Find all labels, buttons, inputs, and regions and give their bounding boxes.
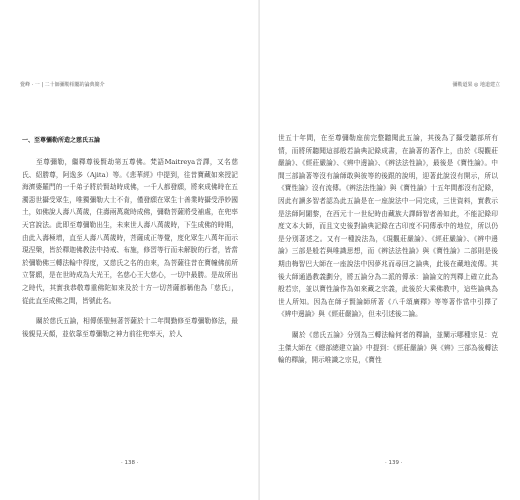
section-heading: 一、至尊彌勒所造之慈氏五論 [22,137,101,144]
left-text-block [22,135,238,348]
right-running-header [452,81,500,88]
left-paragraph-1: 至尊彌勒，繼釋尊後賢劫第五尊佛。梵語Maitreya音譯，又名慈氏、紹勝尊，阿逸多（Ajita）等。《悲華經》中提到，往昔寶藏如來授記海濟婆羅門的一千弟子將於賢劫時成佛，一千人都發願，將來成佛時在五濁惡世攝受眾生，唯獨彌勒大士不肯，僅發願在眾生十善業時攝受淨妙國土，如佛說人壽八萬歲，住壽兩萬歲時成佛，彌勒菩薩將受補處，在兜率天宮說法。此即至尊彌勒出生，未來世人壽八萬歲時，下生成佛的時期，由此入壽極增，直至人壽八萬歲時，菩薩成正等覺，度化眾生八萬年而示現涅槃，皆於釋迦佛教法中持戒、布施，修習等行而未解脫的行者，皆當於彌勒佛三轉法輪中得度，又慈氏之名的由來，為菩薩往昔在寶幢佛前所立誓願，是在世時成為大光王，名慈心王大慈心，一切中最勝。是故所出之時代，其實我恭敬尊重佛陀如來及於十方一切菩薩都稱他為「慈氏」，從此直至成佛之間，皆號此名。 [22,158,238,305]
right-paragraph-2: 關於《慈氏五論》分別為三轉法輪何者的釋論，並闡示哪種宗見：克主傑大師在《總部總建立論》中提到：《經莊嚴論》與《辨》三部為後轉法輪的釋論，開示唯識之宗見，《寶性 [278,330,498,365]
left-paragraph-2: 關於慈氏五論，相傳係聖無著菩薩於十二年間勤修至尊彌勒修法，最後親見天顏，並依靠至尊彌勒之神力前往兜率天，於人 [22,317,238,338]
right-page [260,0,520,500]
left-running-header [20,81,105,88]
right-header-text: 彌勒道果 ◎ 地道建立 [452,82,500,88]
right-text-block [278,132,498,375]
left-page-number: · 138 · [121,460,139,466]
right-page-number: · 139 · [385,460,403,466]
left-header-text: 覺峰 · 一 | 二十師彌勒相屬的論典簡介 [20,82,105,88]
right-paragraph-1: 世五十年間，在至尊彌勒座前完整聽聞此五論，其後為了攝受聽部所有情，而將所聽聞這部般若論典記錄成書，在論著的著作上，由於《現觀莊嚴論》、《經莊嚴論》、《辨中邊論》、《辨法法性論》，最後是《寶性論》。中間三部論著等沒有論師敢與彼等的後跟的說明，迎著此說沒有開示，所以《寶性論》沒有流傳。《辨法法性論》與《寶性論》十五年間都沒有記錄，因此有讀多智者認為此五論是在一座說法中一同完成，三世資料，實教示是法師阿闍黎，在西元十一世紀時由藏族大譯師智者善如此，不能記錄印度文本大師，而且文史後對論典記錄在古印度不同傳承中的地位，所以仍是分別著述之。又有一種說法為，《現觀莊嚴論》、《經莊嚴論》、《辨中邊論》三部是般若與唯識思想，而《辨法法性論》與《寶性論》二部則是後期由梅智巴大師在一座說法中因夢兆而尋回之論典，此後在藏地流傳。其後大師通過教義劃分，將五論分為二派的傳承：論論文的判釋上確立此為般若宗，並以寶性論作為如來藏之宗義，此後於大乘佛教中，這些論典為世人所知。因為在師子賢論師所著《八千頌廣釋》等等著作當中引擇了《辨中邊論》與《經莊嚴論》，但未引述後二論。 [278,134,498,319]
